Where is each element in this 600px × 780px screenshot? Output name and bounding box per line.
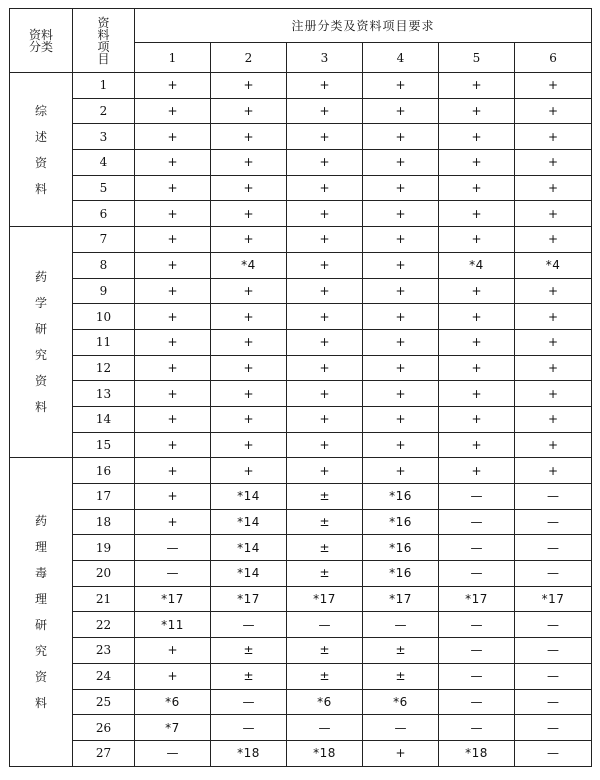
table-row xyxy=(10,406,592,432)
reg-class-header: 2 xyxy=(211,43,287,73)
requirement-cell: + xyxy=(439,98,515,124)
category-label: 药 学 研 究 资 料 xyxy=(10,227,73,458)
requirement-cell: + xyxy=(135,638,211,664)
requirement-cell: + xyxy=(135,329,211,355)
item-number: 3 xyxy=(73,124,135,150)
requirement-cell: + xyxy=(363,150,439,176)
requirement-cell: ± xyxy=(287,663,363,689)
requirement-cell: + xyxy=(363,355,439,381)
requirement-cell: + xyxy=(135,458,211,484)
item-number: 7 xyxy=(73,227,135,253)
requirement-cell: + xyxy=(135,98,211,124)
requirement-cell: + xyxy=(135,278,211,304)
requirement-cell: *14 xyxy=(211,484,287,510)
requirement-cell: — xyxy=(211,715,287,741)
requirement-cell: + xyxy=(211,201,287,227)
requirement-cell: + xyxy=(211,432,287,458)
table-row xyxy=(10,663,592,689)
table-row xyxy=(10,458,592,484)
table-row xyxy=(10,484,592,510)
requirement-cell: — xyxy=(135,535,211,561)
requirement-cell: *14 xyxy=(211,535,287,561)
requirement-cell: + xyxy=(135,432,211,458)
requirement-cell: + xyxy=(363,227,439,253)
requirement-cell: + xyxy=(211,304,287,330)
table-row xyxy=(10,586,592,612)
requirement-cell: — xyxy=(439,484,515,510)
requirement-cell: *18 xyxy=(211,740,287,766)
requirement-cell: + xyxy=(515,98,592,124)
item-number: 18 xyxy=(73,509,135,535)
requirement-cell: + xyxy=(515,227,592,253)
requirement-cell: *6 xyxy=(135,689,211,715)
requirement-cell: *11 xyxy=(135,612,211,638)
requirement-cell: + xyxy=(287,458,363,484)
requirement-cell: + xyxy=(515,406,592,432)
item-number: 19 xyxy=(73,535,135,561)
table-header xyxy=(10,9,592,73)
requirement-cell: + xyxy=(211,458,287,484)
requirement-cell: + xyxy=(439,381,515,407)
requirement-cell: + xyxy=(439,73,515,99)
requirement-cell: + xyxy=(287,432,363,458)
item-number: 8 xyxy=(73,252,135,278)
requirement-cell: — xyxy=(515,715,592,741)
requirement-cell: + xyxy=(135,406,211,432)
requirement-cell: — xyxy=(211,612,287,638)
item-number: 25 xyxy=(73,689,135,715)
requirement-cell: — xyxy=(439,509,515,535)
requirement-cell: + xyxy=(135,484,211,510)
item-number: 24 xyxy=(73,663,135,689)
requirement-cell: *18 xyxy=(439,740,515,766)
table-row xyxy=(10,612,592,638)
requirement-cell: — xyxy=(363,612,439,638)
requirement-cell: + xyxy=(135,124,211,150)
table-row xyxy=(10,278,592,304)
requirement-cell: + xyxy=(135,304,211,330)
requirement-cell: — xyxy=(287,715,363,741)
requirement-cell: + xyxy=(439,355,515,381)
requirement-cell: + xyxy=(439,304,515,330)
requirement-cell: *6 xyxy=(287,689,363,715)
requirement-cell: *14 xyxy=(211,561,287,587)
table-row xyxy=(10,252,592,278)
item-number: 27 xyxy=(73,740,135,766)
requirement-cell: + xyxy=(211,73,287,99)
requirement-cell: + xyxy=(211,227,287,253)
table-row xyxy=(10,98,592,124)
item-number: 15 xyxy=(73,432,135,458)
reg-class-header: 5 xyxy=(439,43,515,73)
requirement-cell: *7 xyxy=(135,715,211,741)
table-row xyxy=(10,561,592,587)
item-number: 20 xyxy=(73,561,135,587)
requirement-cell: + xyxy=(287,227,363,253)
requirement-cell: + xyxy=(439,124,515,150)
requirement-cell: — xyxy=(439,561,515,587)
requirement-cell: + xyxy=(211,278,287,304)
requirement-cell: + xyxy=(287,355,363,381)
requirement-cell: *17 xyxy=(439,586,515,612)
table-row xyxy=(10,638,592,664)
table-row xyxy=(10,175,592,201)
requirement-cell: + xyxy=(211,175,287,201)
item-number: 13 xyxy=(73,381,135,407)
requirement-cell: — xyxy=(515,638,592,664)
item-number: 12 xyxy=(73,355,135,381)
table-row xyxy=(10,73,592,99)
requirement-cell: + xyxy=(135,509,211,535)
requirement-cell: — xyxy=(135,740,211,766)
requirement-cell: + xyxy=(439,227,515,253)
item-number: 22 xyxy=(73,612,135,638)
table-row xyxy=(10,381,592,407)
item-number: 11 xyxy=(73,329,135,355)
requirement-cell: + xyxy=(363,175,439,201)
item-column-header-text: 资 料 项 目 xyxy=(97,15,110,66)
requirement-cell: + xyxy=(515,73,592,99)
requirement-cell: ± xyxy=(287,638,363,664)
requirement-cell: *4 xyxy=(211,252,287,278)
requirement-cell: — xyxy=(439,638,515,664)
requirement-cell: ± xyxy=(287,484,363,510)
requirement-cell: — xyxy=(515,509,592,535)
requirement-cell: + xyxy=(135,150,211,176)
requirement-cell: + xyxy=(363,381,439,407)
requirement-cell: + xyxy=(363,304,439,330)
registration-requirements-table xyxy=(9,8,592,767)
requirement-cell: *16 xyxy=(363,509,439,535)
item-number: 5 xyxy=(73,175,135,201)
requirement-cell: ± xyxy=(363,638,439,664)
item-number: 10 xyxy=(73,304,135,330)
requirement-cell: ± xyxy=(211,663,287,689)
reg-class-header: 1 xyxy=(135,43,211,73)
category-column-header xyxy=(10,9,73,73)
requirement-cell: + xyxy=(211,124,287,150)
category-label: 综 述 资 料 xyxy=(10,73,73,227)
requirement-cell: + xyxy=(363,406,439,432)
requirement-cell: — xyxy=(135,561,211,587)
requirement-cell: + xyxy=(287,252,363,278)
requirement-cell: + xyxy=(287,150,363,176)
requirement-cell: + xyxy=(211,381,287,407)
requirement-cell: + xyxy=(135,227,211,253)
requirement-cell: *17 xyxy=(135,586,211,612)
requirement-cell: + xyxy=(287,304,363,330)
requirement-cell: + xyxy=(135,381,211,407)
requirement-cell: + xyxy=(287,98,363,124)
requirement-cell: + xyxy=(211,329,287,355)
requirement-cell: + xyxy=(515,201,592,227)
requirements-title: 注册分类及资料项目要求 xyxy=(135,9,592,43)
requirement-cell: *4 xyxy=(515,252,592,278)
requirement-cell: + xyxy=(439,406,515,432)
requirement-cell: + xyxy=(211,406,287,432)
requirement-cell: + xyxy=(363,98,439,124)
table-row xyxy=(10,432,592,458)
item-number: 2 xyxy=(73,98,135,124)
requirement-cell: + xyxy=(363,73,439,99)
requirement-cell: + xyxy=(211,355,287,381)
requirement-cell: *18 xyxy=(287,740,363,766)
requirement-cell: + xyxy=(287,201,363,227)
table-row xyxy=(10,150,592,176)
item-column-header xyxy=(73,9,135,73)
requirement-cell: *17 xyxy=(515,586,592,612)
requirement-cell: + xyxy=(515,432,592,458)
requirement-cell: — xyxy=(515,612,592,638)
table-row xyxy=(10,355,592,381)
requirement-cell: + xyxy=(211,98,287,124)
requirement-cell: + xyxy=(287,175,363,201)
requirement-cell: *16 xyxy=(363,561,439,587)
requirement-cell: *17 xyxy=(363,586,439,612)
requirement-cell: + xyxy=(439,458,515,484)
table-row xyxy=(10,201,592,227)
reg-class-header: 4 xyxy=(363,43,439,73)
table-row xyxy=(10,509,592,535)
requirement-cell: + xyxy=(363,201,439,227)
requirement-cell: + xyxy=(287,278,363,304)
requirement-cell: + xyxy=(515,278,592,304)
table-row xyxy=(10,227,592,253)
item-number: 21 xyxy=(73,586,135,612)
requirement-cell: + xyxy=(287,73,363,99)
requirement-cell: — xyxy=(515,663,592,689)
item-number: 17 xyxy=(73,484,135,510)
requirement-cell: ± xyxy=(287,535,363,561)
requirement-cell: + xyxy=(515,458,592,484)
requirement-cell: *16 xyxy=(363,484,439,510)
category-label: 药 理 毒 理 研 究 资 料 xyxy=(10,458,73,766)
requirement-cell: + xyxy=(439,278,515,304)
table-row xyxy=(10,124,592,150)
requirement-cell: + xyxy=(439,201,515,227)
requirement-cell: ± xyxy=(211,638,287,664)
requirement-cell: — xyxy=(515,740,592,766)
requirement-cell: + xyxy=(287,406,363,432)
requirement-cell: *17 xyxy=(287,586,363,612)
header-row-top xyxy=(10,9,592,43)
item-number: 26 xyxy=(73,715,135,741)
requirement-cell: — xyxy=(439,663,515,689)
requirement-cell: + xyxy=(135,252,211,278)
table-row xyxy=(10,535,592,561)
table-row xyxy=(10,304,592,330)
requirement-cell: + xyxy=(135,355,211,381)
table-row xyxy=(10,715,592,741)
requirement-cell: — xyxy=(515,689,592,715)
requirement-cell: — xyxy=(439,535,515,561)
table-body xyxy=(10,73,592,767)
item-number: 14 xyxy=(73,406,135,432)
requirement-cell: — xyxy=(515,484,592,510)
item-number: 4 xyxy=(73,150,135,176)
requirement-cell: — xyxy=(515,535,592,561)
requirement-cell: + xyxy=(515,150,592,176)
table-row xyxy=(10,689,592,715)
requirement-cell: + xyxy=(439,175,515,201)
reg-class-header: 3 xyxy=(287,43,363,73)
requirement-cell: + xyxy=(363,432,439,458)
requirement-cell: ± xyxy=(363,663,439,689)
requirement-cell: + xyxy=(287,124,363,150)
requirement-cell: + xyxy=(439,432,515,458)
requirement-cell: — xyxy=(211,689,287,715)
reg-class-header: 6 xyxy=(515,43,592,73)
requirement-cell: + xyxy=(211,150,287,176)
requirement-cell: + xyxy=(363,252,439,278)
requirement-cell: — xyxy=(439,689,515,715)
requirement-cell: *6 xyxy=(363,689,439,715)
requirement-cell: + xyxy=(287,329,363,355)
requirement-cell: — xyxy=(363,715,439,741)
requirement-cell: ± xyxy=(287,509,363,535)
requirement-cell: + xyxy=(439,150,515,176)
requirement-cell: + xyxy=(135,175,211,201)
requirement-cell: *4 xyxy=(439,252,515,278)
requirement-cell: + xyxy=(363,329,439,355)
requirement-cell: — xyxy=(515,561,592,587)
requirement-cell: + xyxy=(515,175,592,201)
requirement-cell: + xyxy=(287,381,363,407)
requirement-cell: + xyxy=(515,304,592,330)
item-number: 9 xyxy=(73,278,135,304)
requirement-cell: + xyxy=(363,740,439,766)
requirement-cell: + xyxy=(135,201,211,227)
requirement-cell: *14 xyxy=(211,509,287,535)
requirement-cell: + xyxy=(515,329,592,355)
requirement-cell: + xyxy=(515,381,592,407)
requirement-cell: + xyxy=(135,663,211,689)
requirement-cell: — xyxy=(439,715,515,741)
requirement-cell: ± xyxy=(287,561,363,587)
item-number: 23 xyxy=(73,638,135,664)
requirement-cell: + xyxy=(363,458,439,484)
table-row xyxy=(10,329,592,355)
table-row xyxy=(10,740,592,766)
requirement-cell: — xyxy=(287,612,363,638)
requirement-cell: + xyxy=(515,355,592,381)
requirement-cell: + xyxy=(363,278,439,304)
requirement-cell: + xyxy=(135,73,211,99)
requirement-cell: + xyxy=(515,124,592,150)
item-number: 6 xyxy=(73,201,135,227)
item-number: 1 xyxy=(73,73,135,99)
requirement-cell: + xyxy=(363,124,439,150)
item-number: 16 xyxy=(73,458,135,484)
requirement-cell: + xyxy=(439,329,515,355)
requirement-cell: *16 xyxy=(363,535,439,561)
category-column-header-text: 资料 分类 xyxy=(28,27,53,54)
requirement-cell: — xyxy=(439,612,515,638)
requirement-cell: *17 xyxy=(211,586,287,612)
